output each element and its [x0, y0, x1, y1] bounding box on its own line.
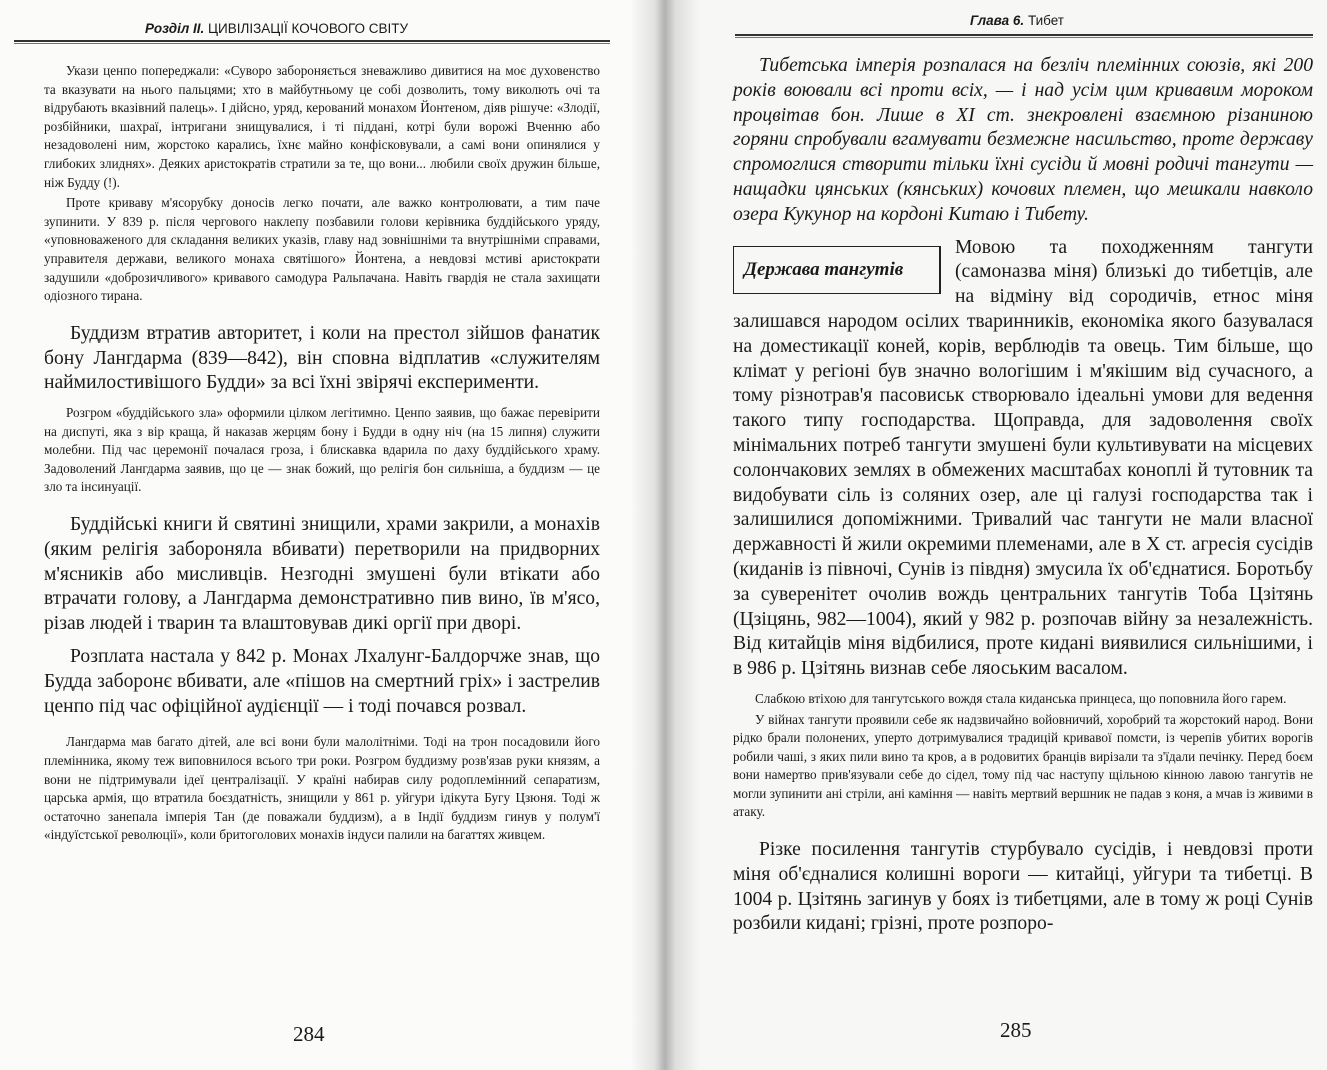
paragraph: Тибетська імперія розпалася на безліч племінних союзів, які 200 років воювали всі проти всіх, — і над усім цим кривавим мороком процвітав бон. Лише в XI ст. знекровлені взаємною різаниною горяни спробували вгамувати безмежне насильство, проте державу спромоглися створити тільки їхні сусіди й мовні родичі тангути — нащадки цянських (кянських) кочових племен, що мешкали навколо озера Кукунор на кордоні Китаю і Тибету. — [733, 55, 1313, 225]
book-gutter — [630, 0, 700, 1070]
paragraph: Різке посилення тангутів стурбувало сусідів, і невдовзі проти міня об'єдналися колишні вороги — китайці, уйгури та тибетці. В 1004 р. Цзітянь загинув у боях із тибетцями, але в тому ж році Сунів розбили кидані; грізні, проте розпоро- — [733, 839, 1313, 935]
right-text-column — [733, 54, 1313, 937]
paragraph: Слабкою втіхою для тангутського вождя стала киданська принцеса, що поповнила його гарем. — [755, 690, 1287, 706]
paragraph: Проте криваву м'ясорубку доносів легко почати, але важко контролювати, а тим паче зупинити. У 839 р. після чергового наклепу позбавили голови керівника буддійського уряду, «уповноваженого для складання великих указів, главу над зовнішніми та внутрішніми справами, управителя держави, великого монаха святішого» Йонтена, а невдовзі мстиві аристократи задушили «доброзичливого» кривавого самодура Ральпачана. Навіть гвардія не стала захищати одіозного тирана. — [44, 195, 600, 304]
paragraph: Буддизм втратив авторитет, і коли на престол зійшов фанатик бону Лангдарма (839—842), він сповна відплатив «служителям наймилостивішого Будди» за всі їхні звірячі експерименти. — [44, 322, 600, 394]
section-label: Розділ II. — [145, 21, 205, 36]
paragraph: Розплата настала у 842 р. Монах Лхалунг-Балдорчже знав, що Будда заборонє вбивати, але «пішов на смертний гріх» і застрелив ценпо під час офіційної аудієнції — і тоді почався розвал. — [44, 646, 600, 717]
header-rule — [735, 34, 1313, 38]
paragraph: Мовою та походженням тангути (самоназва міня) близькі до тибетців, але на відміну від сородичів, етнос міня залишався народом осілих тваринників, економіка якого базувалася на доместикації коней, корів, верблюдів та овець. Тим більше, що клімат у регіоні був значно вологішим і м'якішим від сучасного, а тому різнотрав'я пасовиськ створювало ідеальні умови для ведення такого типу господарства. Щоправда, для задоволення своїх мінімальних потреб тангути змушені були культивувати на місцевих солончакових землях в обмежених масштабах коноплі й тутовник та видобувати сіль із соляних озер, але ці галузі господарства так і залишилися допоміжними. Тривалий час тангути не мали власної державності й жили окремими племенами, але в X ст. агресія сусідів (киданів із півночі, Сунів із півдня) змусила їх об'єднатися. Боротьбу за суверенітет очолив вождь центральних тангутів Тоба Цзітянь (Цзіцянь, 982—1004), який у 982 р. розпочав війну за незалежність. Від китайців міня відбилися, проте кидані виявилися сильнішими, і в 986 р. Цзітянь визнав себе ляоським васалом. — [733, 236, 1313, 680]
header-rule — [14, 40, 610, 44]
sidebar-heading: Держава тангутів — [733, 246, 941, 294]
left-page — [0, 0, 660, 1070]
left-text-column — [44, 62, 600, 847]
paragraph: У війнах тангути проявили себе як надзвичайно войовничий, хоробрий та жорстокий народ. Вони рідко брали полонених, уперто дотримувалися традицій кривавої помсти, із черепів убитих ворогів робили чаші, з яких пили вино та кров, а в родовитих бранців вирізали та з'їдали печінку. Перед боєм вони намертво прив'язували себе до сідел, тому під час наступу щільною кінною лавою тангутів не могли зупинити ані стріли, ані каміння — навіть мертвий вершник не падав з коня, а мчав із живими в атаку. — [733, 711, 1313, 820]
section-title: ЦИВІЛІЗАЦІЇ КОЧОВОГО СВІТУ — [208, 21, 409, 36]
left-running-head — [145, 21, 408, 36]
section-block — [733, 236, 1313, 682]
right-running-head — [970, 13, 1064, 28]
page-number: 284 — [293, 1022, 325, 1046]
paragraph: Буддійські книги й святині знищили, храми закрили, а монахів (яким релігія забороняла вбивати) перетворили на придворних м'ясників або мисливців. Незгодні змушені були втікати або втрачати голову, а Лангдарма демонстративно пив вино, їв м'ясо, різав людей і тварин та влаштовував дикі оргії при дворі. — [44, 514, 600, 635]
paragraph: Укази ценпо попереджали: «Суворо забороняється зневажливо дивитися на моє духовенство та вказувати на нього пальцями; хто в майбутньому це собі дозволить, тому виколють очі та відрубають вказівний палець». І дійсно, уряд, керований монахом Йонтеном, діяв рішуче: «Злодії, розбійники, шахраї, інтригани знищувалися, і ті піддані, котрі були ворожі Вченню або незадоволені ним, жорстоко карались, їхнє майно конфісковували, а самі вони опинялися у глибоких злиднях». Деяких аристократів стратили за те, що вони... любили своїх дружин більше, ніж Будду (!). — [44, 63, 600, 190]
paragraph: Розгром «буддійського зла» оформили цілком легітимно. Ценпо заявив, що бажає перевірити на диспуті, яка з вір краща, й наказав жерцям бону і Будди в одну ніч (на 15 липня) служити молебни. Під час церемонії почалася гроза, і блискавка вдарила по даху буддійського храму. Задоволений Лангдарма заявив, що це — знак божий, що релігія бон сильніша, а буддизм — це зло та інсинуації. — [44, 405, 600, 495]
chapter-title: Тибет — [1027, 13, 1064, 28]
paragraph: Лангдарма мав багато дітей, але всі вони були малолітніми. Тоді на трон посадовили його племінника, якому теж виповнилося всього три роки. Розгром буддизму розв'язав руки князям, а вони не підтримували ідеї централізації. У країні набирав силу родоплемінний сепаратизм, царська армія, що втратила боєздатність, знищили у 861 р. уйгури ідікута Бугу Цзюня. Тоді ж остаточно занепала імперія Тан (де поважали буддизм), а в Індії буддизм гинув у полум'ї «індуїстської революції», коли бритоголових монахів індуси палили на багаттях живцем. — [44, 734, 600, 843]
chapter-label: Глава 6. — [970, 13, 1025, 28]
page-number: 285 — [1000, 1018, 1032, 1042]
